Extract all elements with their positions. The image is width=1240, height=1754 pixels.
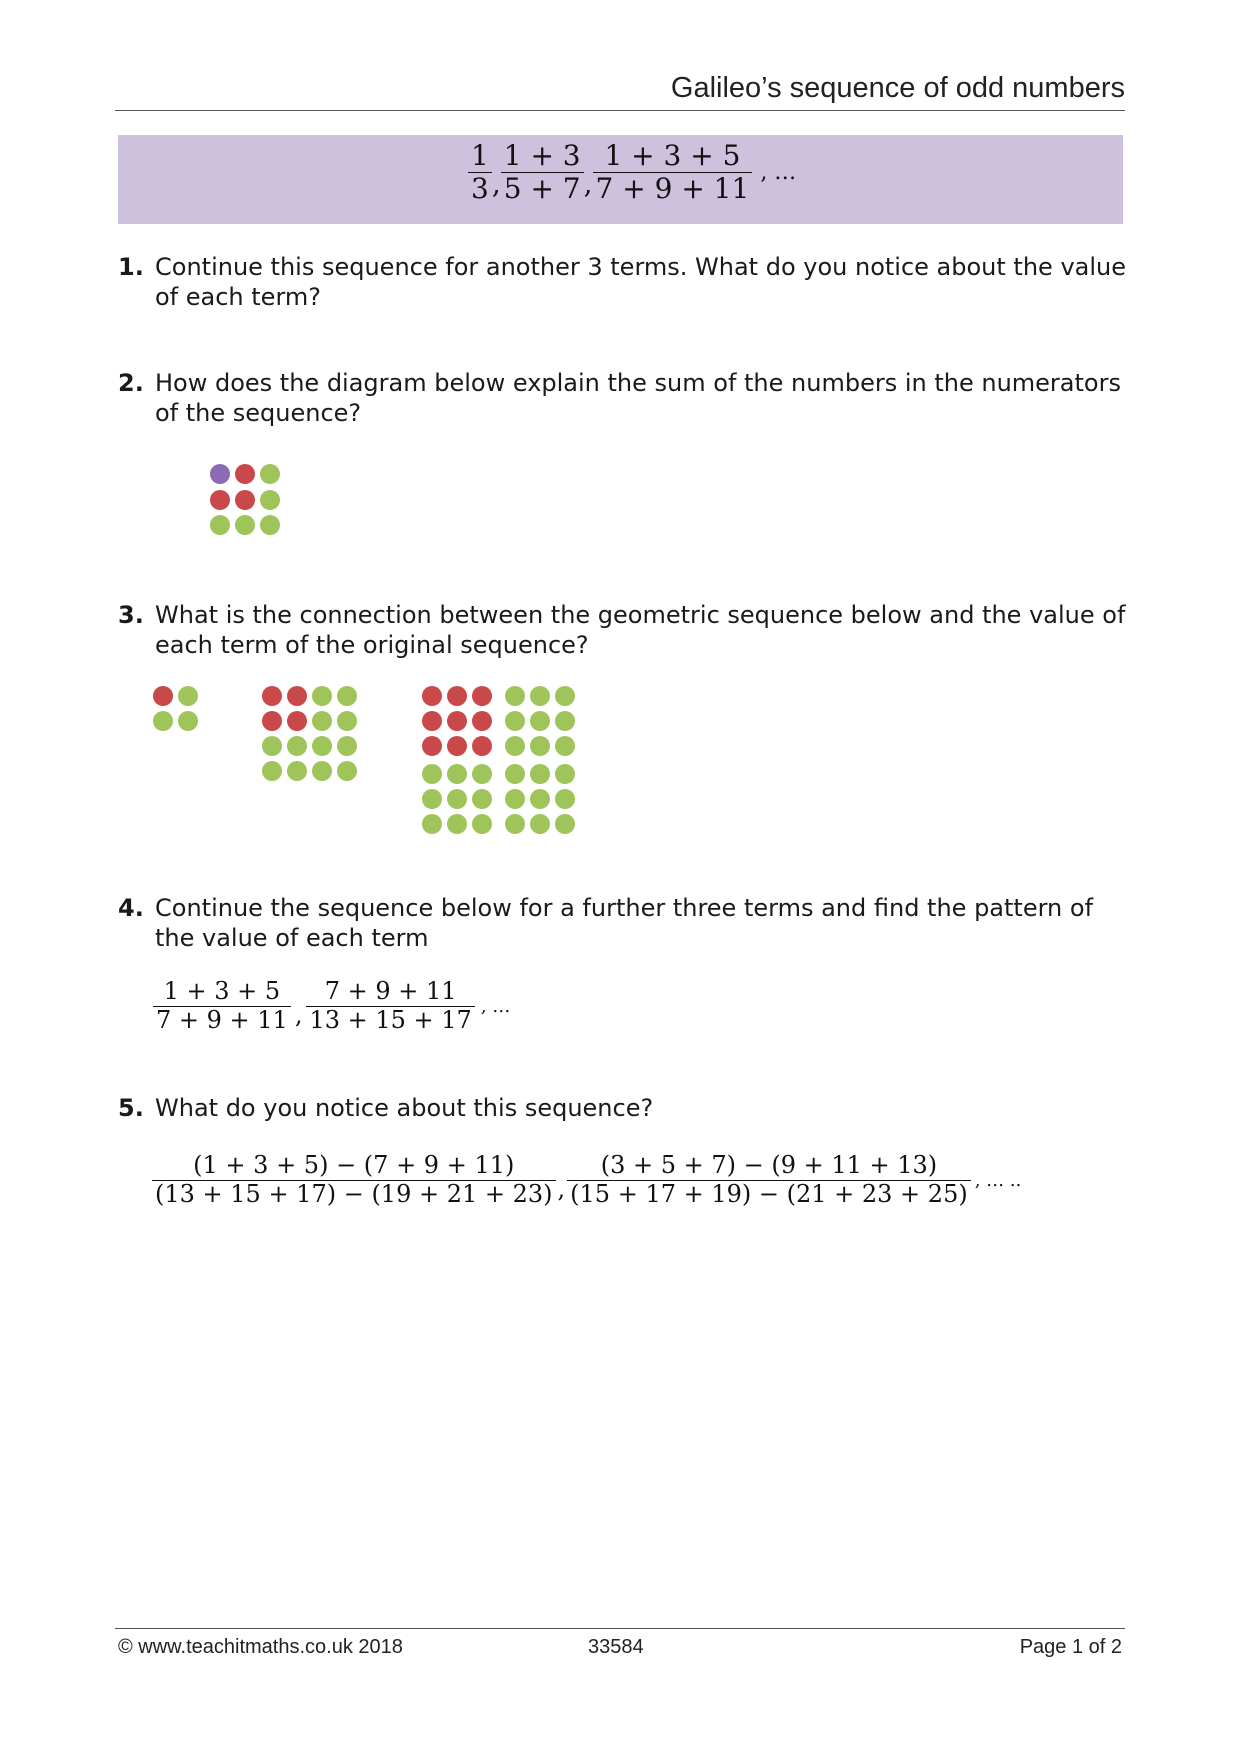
question-3-text: What is the connection between the geometric sequence below and the value of each term of the original sequence?: [155, 601, 1126, 659]
green-dot: [337, 761, 357, 781]
footer-page-number: Page 1 of 2: [1019, 1636, 1122, 1658]
q5-separator: ,: [557, 1175, 566, 1204]
green-dot: [555, 814, 575, 834]
green-dot: [312, 686, 332, 706]
question-5-text: What do you notice about this sequence?: [155, 1094, 654, 1122]
green-dot: [555, 711, 575, 731]
banner-term-3: [593, 140, 753, 205]
red-dot: [472, 736, 492, 756]
q4-term-1-denominator: 7 + 9 + 11: [153, 1006, 291, 1035]
green-dot: [505, 736, 525, 756]
banner-term-1: [468, 140, 492, 205]
q4-term-2-numerator: 7 + 9 + 11: [324, 977, 457, 1005]
green-dot: [337, 736, 357, 756]
green-dot: [312, 761, 332, 781]
footer-rule: [115, 1628, 1125, 1629]
question-1: [118, 252, 1128, 312]
green-dot: [505, 814, 525, 834]
green-dot: [337, 686, 357, 706]
question-2-text: How does the diagram below explain the sum of the numbers in the numerators of the sequence?: [155, 369, 1121, 427]
q5-term-2-numerator: (3 + 5 + 7) − (9 + 11 + 13): [600, 1151, 938, 1179]
green-dot: [530, 764, 550, 784]
q5-term-2: [567, 1152, 971, 1208]
red-dot: [153, 686, 173, 706]
q4-term-2-denominator: 13 + 15 + 17: [306, 1006, 474, 1035]
green-dot: [422, 764, 442, 784]
question-2-number: 2.: [118, 369, 144, 397]
green-dot: [555, 736, 575, 756]
green-dot: [555, 764, 575, 784]
green-dot: [178, 711, 198, 731]
green-dot: [530, 789, 550, 809]
green-dot: [210, 515, 230, 535]
green-dot: [530, 686, 550, 706]
banner-term-3-denominator: 7 + 9 + 11: [593, 172, 753, 205]
green-dot: [447, 814, 467, 834]
question-3: [118, 600, 1128, 660]
red-dot: [235, 464, 255, 484]
red-dot: [262, 711, 282, 731]
green-dot: [287, 736, 307, 756]
red-dot: [287, 686, 307, 706]
q5-sequence: [152, 1152, 1021, 1208]
green-dot: [422, 814, 442, 834]
banner-separator: ,: [583, 167, 593, 201]
footer-copyright: © www.teachitmaths.co.uk 2018: [118, 1636, 403, 1658]
question-1-text: Continue this sequence for another 3 terms. What do you notice about the value of each term?: [155, 253, 1126, 311]
page-title: Galileo’s sequence of odd numbers: [670, 72, 1125, 104]
green-dot: [530, 711, 550, 731]
question-5: [118, 1093, 1128, 1123]
q5-term-1: [152, 1152, 556, 1208]
q5-term-1-numerator: (1 + 3 + 5) − (7 + 9 + 11): [193, 1151, 515, 1179]
green-dot: [505, 764, 525, 784]
green-dot: [312, 736, 332, 756]
green-dot: [260, 490, 280, 510]
green-dot: [287, 761, 307, 781]
red-dot: [472, 686, 492, 706]
green-dot: [472, 814, 492, 834]
red-dot: [472, 711, 492, 731]
banner-term-3-numerator: 1 + 3 + 5: [604, 139, 741, 172]
green-dot: [422, 789, 442, 809]
green-dot: [260, 515, 280, 535]
q5-ellipsis: , … ..: [974, 1169, 1022, 1191]
green-dot: [337, 711, 357, 731]
q4-sequence: [153, 978, 510, 1034]
question-1-number: 1.: [118, 253, 144, 281]
green-dot: [555, 686, 575, 706]
question-4-text: Continue the sequence below for a further three terms and find the pattern of the value of each term: [155, 894, 1094, 952]
banner-term-2-numerator: 1 + 3: [503, 139, 581, 172]
q4-separator: ,: [294, 1001, 303, 1030]
green-dot: [312, 711, 332, 731]
green-dot: [235, 515, 255, 535]
green-dot: [555, 789, 575, 809]
footer-resource-code: 33584: [588, 1636, 644, 1658]
question-3-number: 3.: [118, 601, 144, 629]
green-dot: [178, 686, 198, 706]
green-dot: [530, 736, 550, 756]
red-dot: [422, 736, 442, 756]
q4-ellipsis: , …: [480, 995, 511, 1017]
q4-term-1: [153, 978, 291, 1034]
green-dot: [530, 814, 550, 834]
q4-term-1-numerator: 1 + 3 + 5: [163, 977, 281, 1005]
question-2: [118, 368, 1128, 428]
banner-ellipsis: , …: [760, 160, 797, 186]
green-dot: [505, 789, 525, 809]
green-dot: [472, 789, 492, 809]
question-4: [118, 893, 1128, 953]
question-5-number: 5.: [118, 1094, 144, 1122]
red-dot: [235, 490, 255, 510]
red-dot: [210, 490, 230, 510]
banner-term-1-denominator: 3: [468, 172, 492, 205]
banner-separator: ,: [491, 167, 501, 201]
q5-term-1-denominator: (13 + 15 + 17) − (19 + 21 + 23): [152, 1180, 556, 1209]
banner-term-2: [501, 140, 584, 205]
purple-dot: [210, 464, 230, 484]
banner-term-2-denominator: 5 + 7: [501, 172, 584, 205]
green-dot: [447, 789, 467, 809]
red-dot: [287, 711, 307, 731]
green-dot: [260, 464, 280, 484]
green-dot: [262, 761, 282, 781]
green-dot: [505, 686, 525, 706]
red-dot: [262, 686, 282, 706]
q5-term-2-denominator: (15 + 17 + 19) − (21 + 23 + 25): [567, 1180, 971, 1209]
green-dot: [505, 711, 525, 731]
question-4-number: 4.: [118, 894, 144, 922]
green-dot: [447, 764, 467, 784]
red-dot: [447, 736, 467, 756]
green-dot: [472, 764, 492, 784]
red-dot: [422, 711, 442, 731]
header-rule: [115, 110, 1125, 111]
red-dot: [447, 686, 467, 706]
green-dot: [153, 711, 173, 731]
banner-sequence: [468, 140, 796, 205]
q4-term-2: [306, 978, 474, 1034]
red-dot: [422, 686, 442, 706]
red-dot: [447, 711, 467, 731]
banner-term-1-numerator: 1: [471, 139, 489, 172]
green-dot: [262, 736, 282, 756]
